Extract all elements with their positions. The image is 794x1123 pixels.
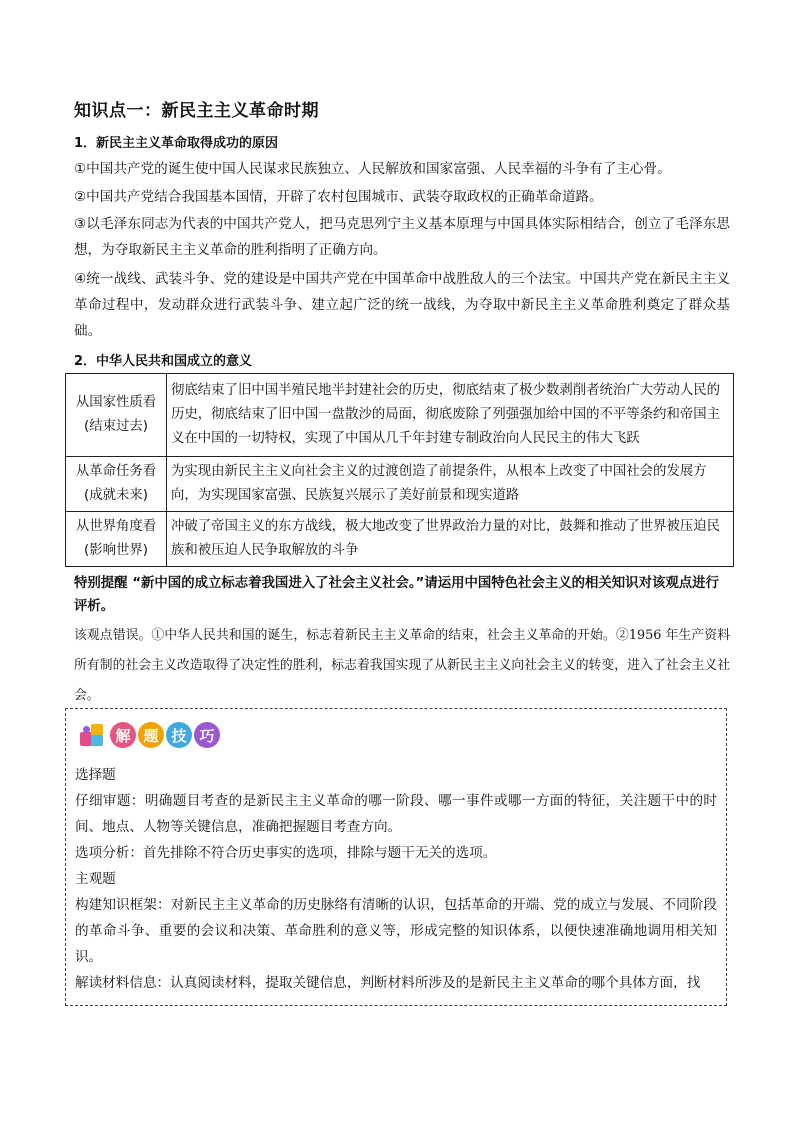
row-label [66,374,167,457]
tips-line: 选项分析：首先排除不符合历史事实的选项，排除与题干无关的选项。 [75,845,497,861]
tips-line: 仔细审题：明确题目考查的是新民主主义革命的哪一阶段、哪一事件或哪一方面的特征，关注题干中的时间、地点、人物等关键信息，准确把握题目考查方向。 [75,793,717,835]
tips-badge-char: 解 [110,722,136,748]
tips-body [75,762,717,996]
tips-line: 主观题 [75,871,116,887]
table-row [66,457,734,512]
row-label-main: 从世界角度看 [75,519,157,534]
subsection-heading-significance: 2．中华人民共和国成立的意义 [74,354,253,369]
row-label [66,512,167,567]
tips-line: 解读材料信息：认真阅读材料，提取关键信息，判断材料所涉及的是新民主主义革命的哪个具体方面，找 [75,975,701,991]
reason-item-1: ①中国共产党的诞生使中国人民谋求民族独立、人民解放和国家富强、人民幸福的斗争有了主心骨。 [74,161,671,177]
row-label-sub: (结束过去) [83,419,148,434]
tips-header [80,721,220,749]
significance-table [65,373,734,567]
row-label-sub: (影响世界) [83,543,148,558]
row-content: 为实现由新民主主义向社会主义的过渡创造了前提条件，从根本上改变了中国社会的发展方向，为实现国家富强、民族复兴展示了美好前景和现实道路 [167,457,734,512]
answer-text: 该观点错误。①中华人民共和国的诞生，标志着新民主主义革命的结束，社会主义革命的开始。②1956 年生产资料所有制的社会主义改造取得了决定性的胜利，标志着我国实现了从新民主主义向社会主义的转变，进入了社会主义社会。 [74,628,730,703]
tips-box [65,708,727,1006]
tips-line: 选择题 [75,767,116,783]
reason-item-3: ③以毛泽东同志为代表的中国共产党人，把马克思列宁主义基本原理与中国具体实际相结合，创立了毛泽东思想，为夺取新民主主义革命的胜利指明了正确方向。 [74,216,730,258]
tips-badge-char: 题 [138,722,164,748]
tips-badge-char: 技 [166,722,192,748]
special-note: 特别提醒 “新中国的成立标志着我国进入了社会主义社会。”请运用中国特色社会主义的相关知识对该观点进行评析。 [74,576,719,614]
row-label-sub: (成就未来) [83,488,148,503]
row-content: 冲破了帝国主义的东方战线，极大地改变了世界政治力量的对比，鼓舞和推动了世界被压迫民族和被压迫人民争取解放的斗争 [167,512,734,567]
row-label-main: 从革命任务看 [75,464,157,479]
puzzle-icon [80,722,106,748]
subsection-heading-reasons: 1．新民主主义革命取得成功的原因 [74,136,279,151]
reason-item-4: ④统一战线、武装斗争、党的建设是中国共产党在中国革命中战胜敌人的三个法宝。中国共产党在新民主主义革命过程中，发动群众进行武装斗争、建立起广泛的统一战线，为夺取中新民主主义革命胜利奠定了群众基础。 [74,271,730,339]
row-label-main: 从国家性质看 [75,395,157,410]
row-content: 彻底结束了旧中国半殖民地半封建社会的历史，彻底结束了极少数剥削者统治广大劳动人民的历史，彻底结束了旧中国一盘散沙的局面，彻底废除了列强强加给中国的不平等条约和帝国主义在中国的一切特权，实现了中国从几千年封建专制政治向人民民主的伟大飞跃 [167,374,734,457]
row-label [66,457,167,512]
tips-badge-char: 巧 [194,722,220,748]
section-title: 知识点一：新民主主义革命时期 [74,101,319,121]
reason-item-2: ②中国共产党结合我国基本国情，开辟了农村包围城市、武装夺取政权的正确革命道路。 [74,189,603,205]
table-row [66,512,734,567]
table-row [66,374,734,457]
tips-line: 构建知识框架：对新民主主义革命的历史脉络有清晰的认识，包括革命的开端、党的成立与发展、不同阶段的革命斗争、重要的会议和决策、革命胜利的意义等，形成完整的知识体系，以便快速准确地调用相关知识。 [75,897,717,965]
